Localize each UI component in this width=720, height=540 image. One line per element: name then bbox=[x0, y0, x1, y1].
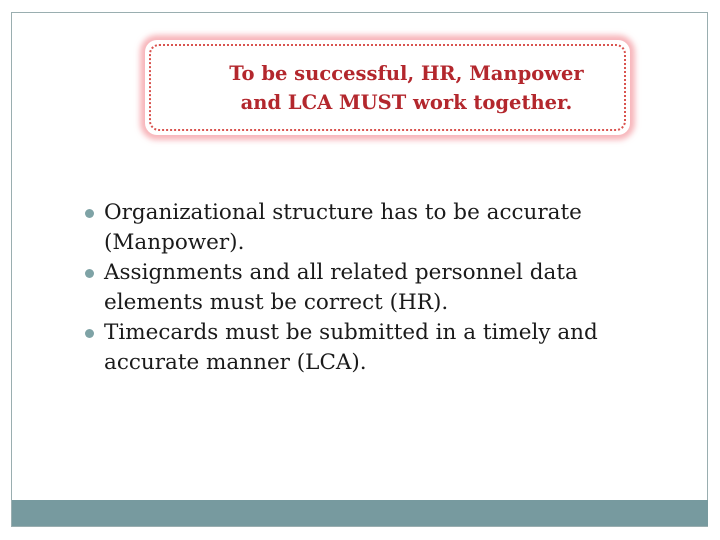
bullet-line-1: Organizational structure has to be accurate bbox=[104, 200, 582, 225]
bullet-line-2: (Manpower). bbox=[104, 229, 245, 255]
bullet-dot-icon bbox=[85, 209, 94, 218]
bullet-item bbox=[83, 258, 683, 317]
callout-line-2: and LCA MUST work together. bbox=[240, 90, 573, 114]
bullet-line-2: accurate manner (LCA). bbox=[104, 349, 367, 375]
bullet-list bbox=[83, 198, 683, 378]
bullet-dot-icon bbox=[85, 269, 94, 278]
footer-bar bbox=[12, 500, 708, 526]
callout-box bbox=[149, 44, 626, 131]
bullet-item bbox=[83, 318, 683, 377]
bullet-dot-icon bbox=[85, 329, 94, 338]
bullet-line-1: Assignments and all related personnel data bbox=[104, 260, 578, 285]
bullet-line-1: Timecards must be submitted in a timely and bbox=[104, 320, 598, 345]
callout-text bbox=[197, 59, 617, 117]
bullet-item bbox=[83, 198, 683, 257]
callout-line-1: To be successful, HR, Manpower bbox=[229, 61, 584, 85]
bullet-line-2: elements must be correct (HR). bbox=[104, 289, 449, 315]
